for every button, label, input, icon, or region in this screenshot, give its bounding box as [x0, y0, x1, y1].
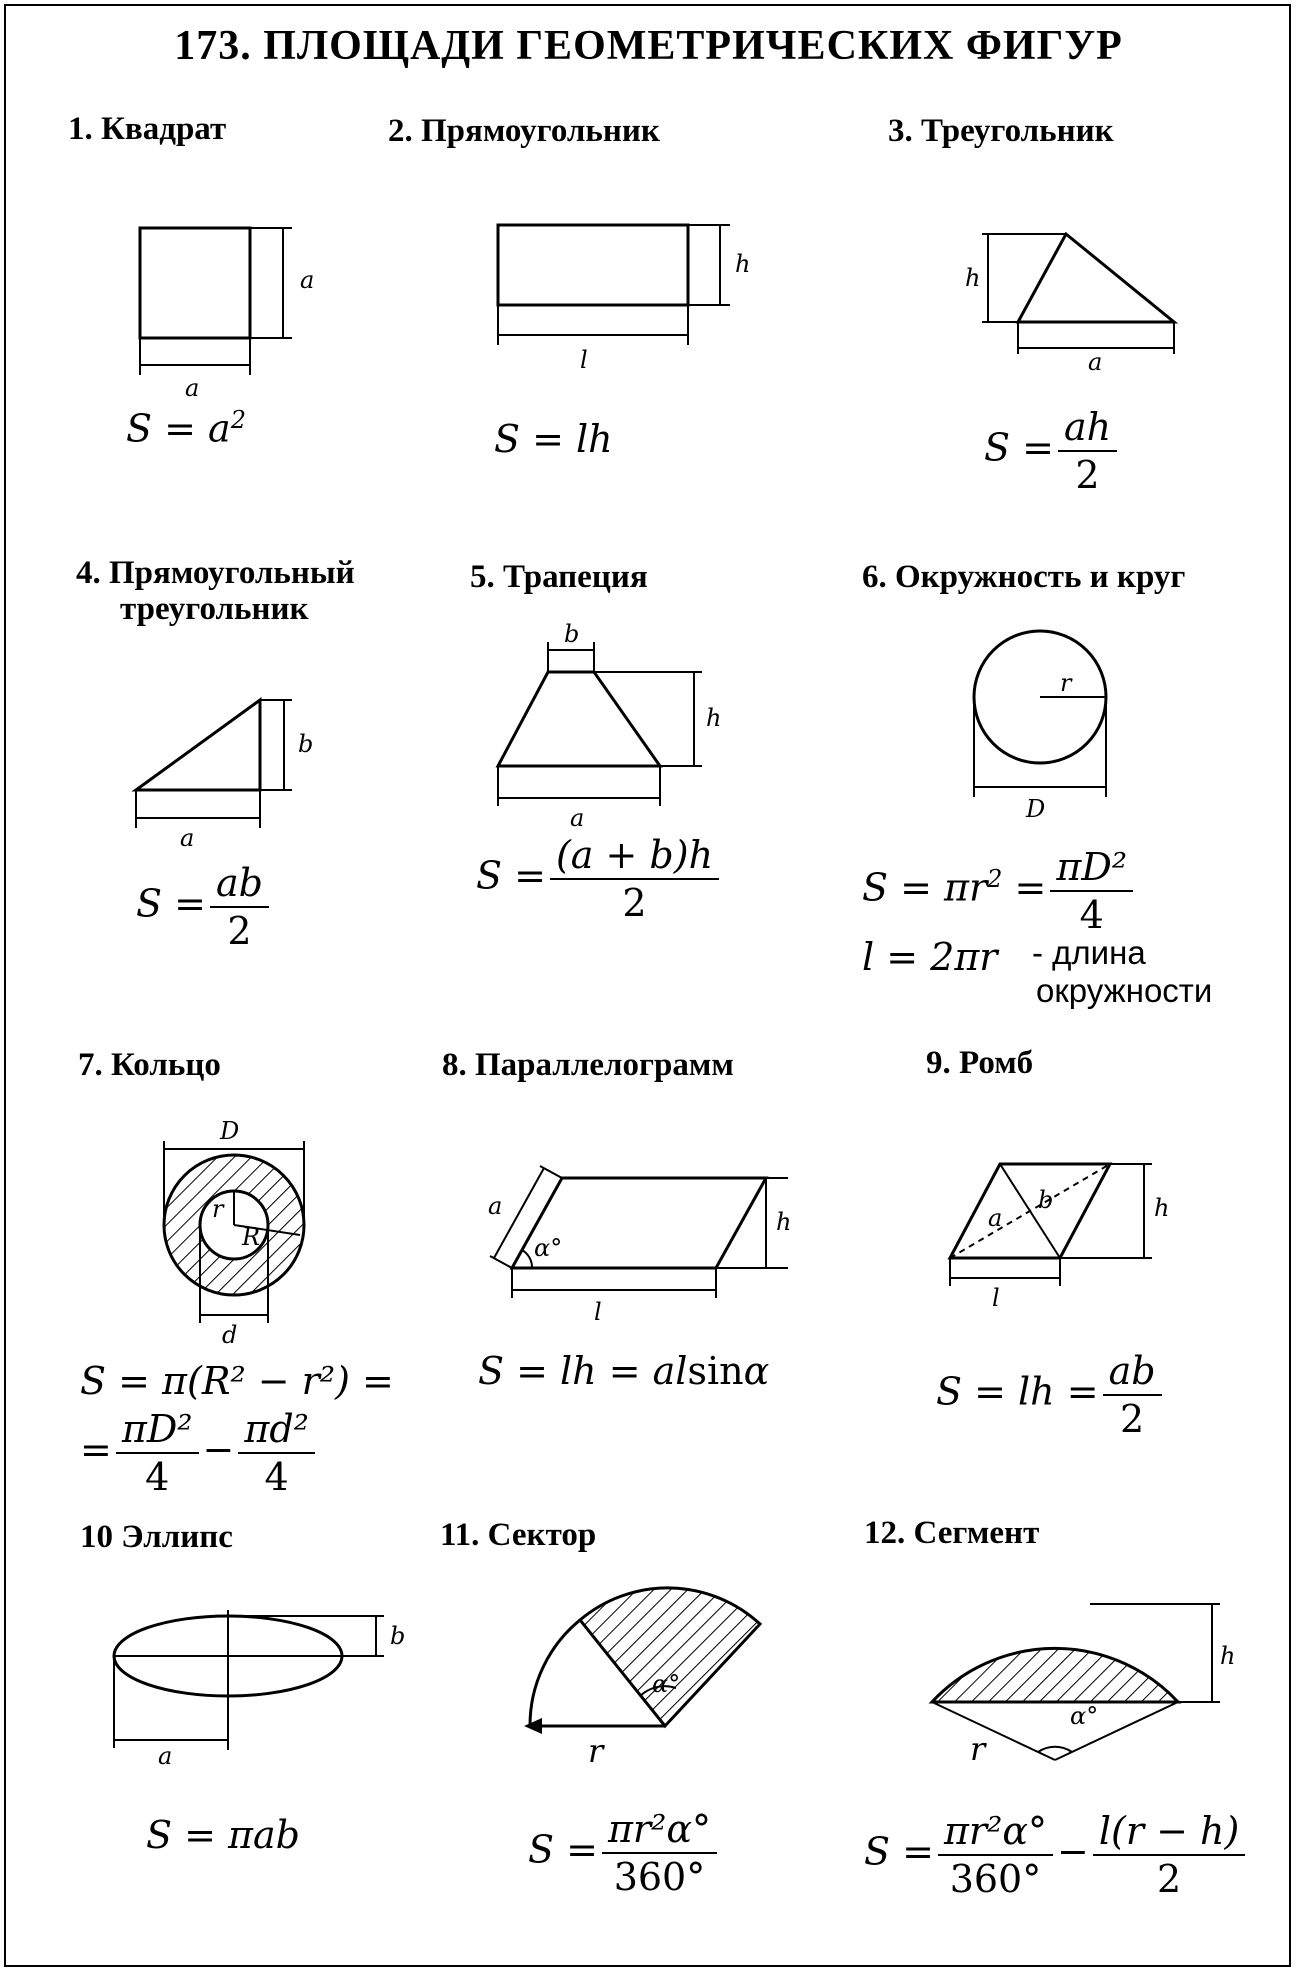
label-ellipse: 10 Эллипс	[80, 1519, 233, 1555]
dim-label: b	[564, 620, 580, 648]
formula-sector: S = $\frac{\text{πr²α°}}{360^\circ}$	[528, 1810, 721, 1896]
formula-ellipse: S = πab	[146, 1813, 300, 1857]
label-parallelogram: 8. Параллелограмм	[442, 1047, 734, 1083]
formula-triangle: S = $\frac{ah}{2}$	[984, 408, 1121, 494]
dim-label: α°	[534, 1234, 563, 1262]
formula-circumference: l = 2πr	[862, 935, 998, 979]
label-rhombus: 9. Ромб	[926, 1045, 1034, 1081]
right-triangle-figure	[120, 690, 340, 850]
circumference-note-line2: окружности	[1036, 972, 1213, 1009]
formula-ring-line2: = $\frac{\text{πD²}}{4}$ − $\frac{\text{πd²}}{4}$	[80, 1410, 319, 1496]
label-right-triangle-line1: 4. Прямоугольный	[76, 555, 355, 591]
dim-label: a	[180, 824, 195, 852]
dim-label: a	[488, 1192, 503, 1220]
label-circle: 6. Окружность и круг	[862, 559, 1186, 595]
formula-segment: S = $\frac{\text{πr²α°}}{360^\circ}$ − $\frac{l(r - h)}{2}$	[864, 1812, 1249, 1898]
trapezoid-shape	[498, 672, 660, 766]
circle-figure	[960, 625, 1140, 825]
sector-shape	[580, 1588, 760, 1726]
dim-label: d	[222, 1321, 238, 1349]
dim-label: h	[776, 1208, 792, 1236]
ring-figure	[150, 1105, 350, 1349]
dim-label: h	[706, 704, 722, 732]
trapezoid-figure	[480, 620, 760, 832]
dim-label: a	[1088, 348, 1103, 376]
label-trapezoid: 5. Трапеция	[470, 559, 648, 595]
triangle-figure	[960, 220, 1200, 380]
dim-label: l	[594, 1298, 602, 1326]
segment-shape	[932, 1648, 1178, 1702]
sector-figure	[510, 1580, 790, 1770]
ellipse-figure	[100, 1600, 430, 1770]
rectangle-figure	[480, 210, 780, 380]
label-square: 1. Квадрат	[68, 111, 227, 147]
formula-parallelogram: S = lh = alsinα	[478, 1349, 770, 1393]
segment-figure	[920, 1600, 1236, 1770]
parallelogram-figure	[470, 1150, 810, 1350]
dim-label: D	[1026, 795, 1046, 823]
label-triangle: 3. Треугольник	[888, 113, 1114, 149]
label-right-triangle-line2: треугольник	[120, 591, 309, 627]
dim-label: α°	[652, 1670, 681, 1698]
square-figure	[120, 210, 320, 400]
formula-square: $S = a^2$	[126, 406, 246, 451]
dim-label: a	[300, 266, 315, 294]
dim-label: a	[158, 1742, 173, 1770]
formula-trapezoid: S = $\frac{(a + b)h}{2}$	[476, 836, 723, 922]
circumference-note-line1: - длина	[1032, 934, 1146, 971]
label-sector: 11. Сектор	[440, 1517, 597, 1553]
dim-label: h	[965, 264, 981, 292]
dim-label: r	[1060, 669, 1072, 697]
square-shape	[140, 228, 250, 338]
rectangle-shape	[498, 225, 688, 305]
dim-label: b	[1038, 1186, 1054, 1214]
page-title: 173. ПЛОЩАДИ ГЕОМЕТРИЧЕСКИХ ФИГУР	[174, 23, 1123, 69]
formula-rectangle: S = lh	[494, 417, 613, 461]
formula-ring-line1: S = π(R² − r²) =	[80, 1359, 394, 1403]
dim-label: b	[298, 730, 314, 758]
dim-label: r	[212, 1195, 224, 1223]
dim-label: a	[185, 374, 200, 402]
label-ring: 7. Кольцо	[78, 1047, 221, 1083]
dim-label: a	[570, 804, 585, 832]
dim-label: α°	[1070, 1702, 1099, 1730]
dim-label: R	[242, 1223, 261, 1251]
dim-label: a	[988, 1204, 1003, 1232]
rhombus-figure	[940, 1150, 1200, 1350]
label-rectangle: 2. Прямоугольник	[388, 113, 660, 149]
dim-label: h	[1220, 1642, 1236, 1670]
dim-label: h	[1154, 1194, 1170, 1222]
dim-label: r	[970, 1730, 986, 1768]
label-segment: 12. Сегмент	[864, 1515, 1040, 1551]
formula-circle-area: $S = \pi r^2$ = $\frac{\text{πD²}}{4}$	[862, 848, 1137, 934]
triangle-shape	[1018, 234, 1174, 322]
dim-label: b	[390, 1622, 406, 1650]
dim-label: l	[992, 1284, 1000, 1312]
formula-right-triangle: S = $\frac{ab}{2}$	[136, 864, 273, 950]
dim-label: h	[735, 250, 751, 278]
dim-label: r	[588, 1732, 604, 1770]
dim-label: D	[220, 1117, 240, 1145]
dim-label: l	[580, 346, 588, 374]
formula-rhombus: S = lh = $\frac{ab}{2}$	[936, 1352, 1166, 1438]
right-triangle-shape	[136, 700, 260, 790]
